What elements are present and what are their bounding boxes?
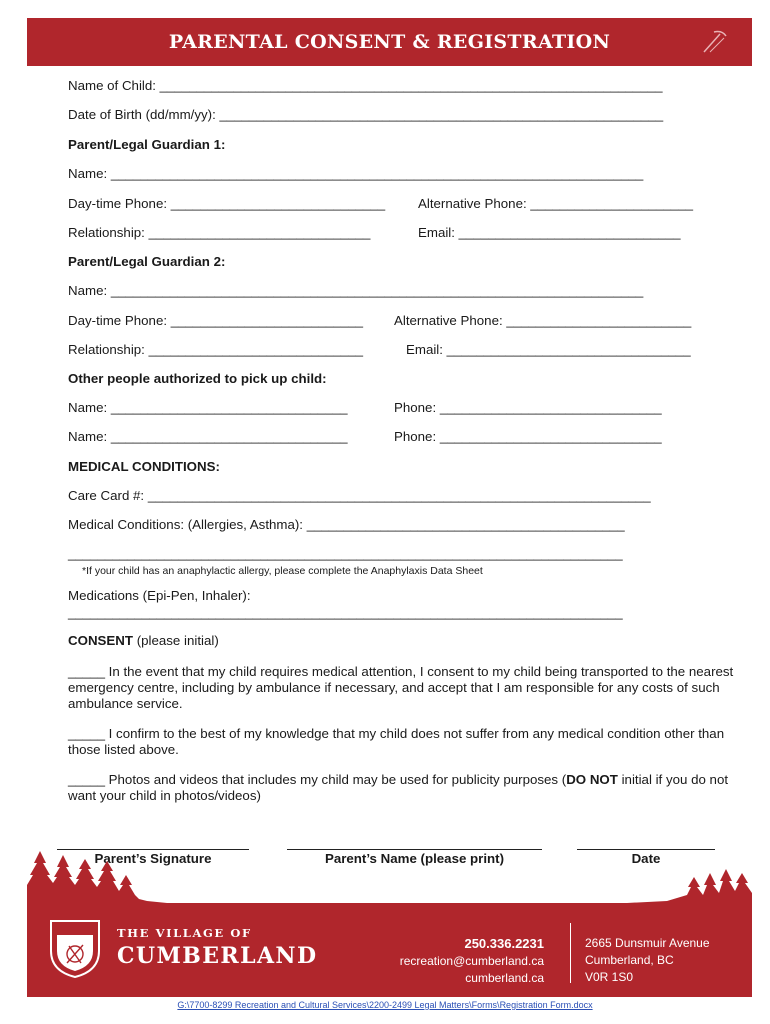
guardian1-email-field[interactable]: Email: ______________________________ <box>418 225 681 240</box>
date-label: Date <box>631 851 661 866</box>
consent-item-photos[interactable] <box>68 772 758 804</box>
consent-photos-bold: DO NOT <box>566 772 618 787</box>
footer-address-line1: 2665 Dunsmuir Avenue <box>585 936 710 950</box>
child-dob-field[interactable]: Date of Birth (dd/mm/yy): ____________________________________________________________ <box>68 107 664 122</box>
anaphylaxis-note: *If your child has an anaphylactic allergy, please complete the Anaphylaxis Data Sheet <box>82 565 483 577</box>
consent-item-medical[interactable]: _____ In the event that my child requires medical attention, I consent to my child being transported to the nearest emergency centre, including by ambulance if necessary, and accept that I am responsible for any costs of such ambulance service. <box>68 664 734 711</box>
footer-phone[interactable]: 250.336.2231 <box>464 936 544 951</box>
consent-photos-post: initial if you do not want your child in photos/videos) <box>68 772 729 803</box>
consent-heading-rest: (please initial) <box>133 633 219 648</box>
guardian2-heading: Parent/Legal Guardian 2: <box>68 254 226 269</box>
consent-photos-pre: _____ Photos and videos that includes my child may be used for publicity purposes ( <box>68 772 567 787</box>
footer-website-link[interactable]: cumberland.ca <box>465 971 544 985</box>
medications-field[interactable]: ___________________________________________________________________________ <box>68 605 623 620</box>
guardian2-relationship-field[interactable]: Relationship: _____________________________ <box>68 342 364 357</box>
guardian1-altphone-field[interactable]: Alternative Phone: ______________________ <box>418 196 694 211</box>
guardian2-dayphone-field[interactable]: Day-time Phone: __________________________ <box>68 313 363 328</box>
guardian2-altphone-field[interactable]: Alternative Phone: _________________________ <box>394 313 692 328</box>
guardian1-dayphone-field[interactable]: Day-time Phone: _____________________________ <box>68 196 386 211</box>
pickup1-phone-field[interactable]: Phone: ______________________________ <box>394 400 662 415</box>
file-path-link[interactable]: G:\7700-8299 Recreation and Cultural Services\2200-2499 Legal Matters\Forms\Registration Form.docx <box>177 1000 593 1010</box>
pickaxe-icon <box>698 28 728 56</box>
cumberland-seal-logo <box>47 915 103 979</box>
footer-banner <box>27 903 752 997</box>
medical-conditions-extra-line[interactable]: ___________________________________________________________________________ <box>68 546 623 561</box>
footer-address-line3: V0R 1S0 <box>585 970 634 984</box>
footer-village-label: THE VILLAGE OF <box>117 926 252 940</box>
signature-label: Parent’s Signature <box>94 851 212 866</box>
guardian1-name-field[interactable]: Name: ________________________________________________________________________ <box>68 166 644 181</box>
pickup2-phone-field[interactable]: Phone: ______________________________ <box>394 429 662 444</box>
guardian1-heading: Parent/Legal Guardian 1: <box>68 137 226 152</box>
pickup-heading: Other people authorized to pick up child: <box>68 371 327 386</box>
consent-heading-bold: CONSENT <box>68 633 134 648</box>
footer-cumberland-wordmark: CUMBERLAND <box>117 943 318 969</box>
pickup2-name-field[interactable]: Name: ________________________________ <box>68 429 348 444</box>
pickup1-name-field[interactable]: Name: ________________________________ <box>68 400 348 415</box>
medical-conditions-field[interactable]: Medical Conditions: (Allergies, Asthma): ___________________________________________ <box>68 517 625 532</box>
print-name-label: Parent’s Name (please print) <box>324 851 505 866</box>
guardian1-relationship-field[interactable]: Relationship: ______________________________ <box>68 225 371 240</box>
consent-item-conditions[interactable]: _____ I confirm to the best of my knowledge that my child does not suffer from any medical condition other than those listed above. <box>68 726 725 757</box>
guardian2-email-field[interactable]: Email: _________________________________ <box>406 342 691 357</box>
care-card-field[interactable]: Care Card #: ____________________________________________________________________ <box>68 488 651 503</box>
medications-label: Medications (Epi-Pen, Inhaler): <box>68 588 251 603</box>
footer-divider <box>570 923 571 983</box>
guardian2-name-field[interactable]: Name: ________________________________________________________________________ <box>68 283 644 298</box>
child-name-field[interactable]: Name of Child: ____________________________________________________________________ <box>68 78 663 93</box>
tree-line-decoration <box>27 845 752 907</box>
header-banner <box>27 18 752 66</box>
medical-heading: MEDICAL CONDITIONS: <box>68 459 220 474</box>
footer-email-link[interactable]: recreation@cumberland.ca <box>399 954 544 968</box>
footer-address-line2: Cumberland, BC <box>585 953 674 967</box>
form-title: PARENTAL CONSENT & REGISTRATION <box>168 31 611 53</box>
consent-heading <box>68 633 219 649</box>
